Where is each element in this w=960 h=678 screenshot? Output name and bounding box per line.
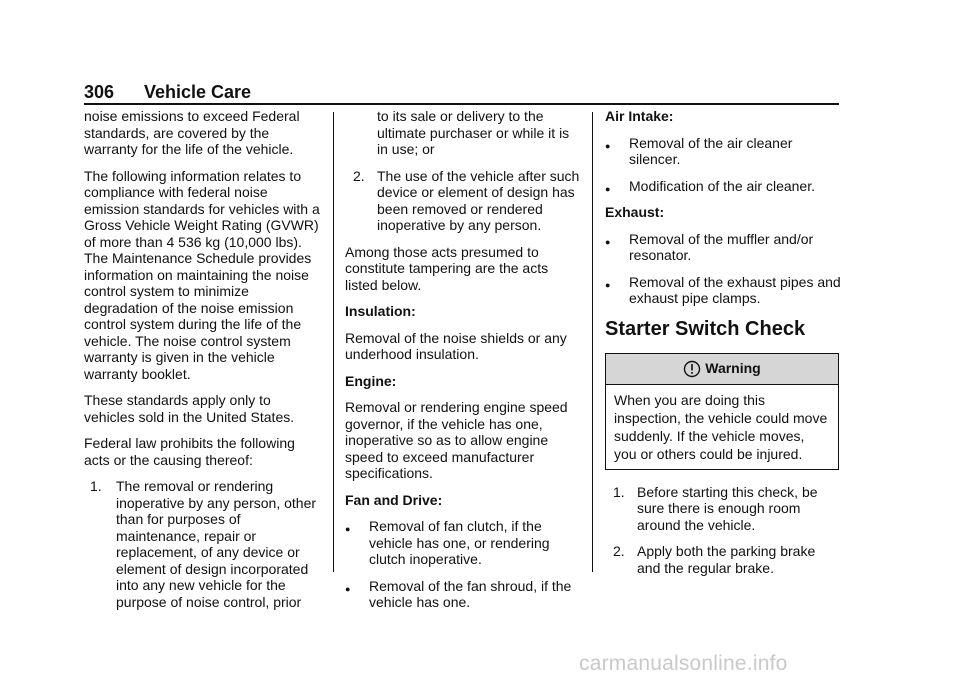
paragraph: Federal law prohibits the following acts or the causing thereof: [84, 435, 295, 468]
paragraph: Removal of the noise shields or any underhood insulation. [345, 329, 567, 362]
bullet-text: Removal of the fan shroud, if the vehicle has one. [369, 577, 572, 610]
bullet: ● [605, 279, 611, 290]
list-item [605, 543, 841, 576]
list-item [84, 478, 324, 610]
bullet-item [345, 518, 583, 568]
list-number: 2. [353, 167, 365, 184]
bullet-text: Removal of the air cleaner silencer. [629, 134, 793, 167]
paragraph: These standards apply only to vehicles sold in the United States. [84, 392, 295, 425]
list-text: Apply both the parking brake and the regular brake. [637, 543, 816, 576]
warning-text: When you are doing this inspection, the vehicle could move suddenly. If the vehicle moves, you or others could be injured. [614, 391, 828, 462]
bullet-item [345, 578, 583, 611]
list-text: The removal or rendering inoperative by any person, other than for purposes of maintenance, repair or replacement, of any device or element of design incorporated into any new vehicle for the purpose of noise control, prior [116, 478, 317, 610]
list-item [345, 168, 583, 234]
list-text: Before starting this check, be sure there is enough room around the vehicle. [637, 483, 818, 533]
column-1 [84, 108, 324, 620]
subheading: Exhaust: [605, 204, 665, 220]
bullet: ● [345, 524, 351, 534]
list-item [605, 484, 841, 534]
section-title: Vehicle Care [144, 82, 252, 102]
warning-header [606, 354, 838, 385]
subheading: Fan and Drive: [345, 491, 443, 508]
bullet: ● [605, 236, 611, 247]
column-2 [345, 108, 583, 621]
bullet-text: Modification of the air cleaner. [629, 177, 815, 194]
warning-box [605, 353, 839, 470]
list-text: to its sale or delivery to the ultimate purchaser or while it is in use; or [377, 108, 570, 157]
column-divider [333, 112, 334, 572]
paragraph: noise emissions to exceed Federal standards, are covered by the warranty for the life of the vehicle. [84, 108, 300, 157]
column-divider [592, 112, 593, 572]
paragraph: Removal or rendering engine speed governor, if the vehicle has one, inoperative so as to allow engine speed to exceed manufacturer specifications. [345, 399, 568, 481]
list-number: 1. [90, 478, 102, 494]
subheading: Air Intake: [605, 108, 674, 124]
bullet-item [605, 178, 841, 195]
page-number: 306 [84, 82, 115, 102]
column-3 [605, 108, 841, 586]
bullet: ● [605, 140, 611, 151]
section-heading: Starter Switch Check [605, 317, 806, 340]
list-text: The use of the vehicle after such device or element of design has been removed or rendered inoperative by any person. [377, 167, 580, 233]
paragraph: The following information relates to compliance with federal noise emission standards for vehicles with a Gross Vehicle Weight Rating (GVWR) of more than 4 536 kg (10,000 lbs). The Maintenance Schedule provides information on maintaining the noise control system to minimize degradation of the noise emission control system during the life of the vehicle. The noise control system warranty is given in the vehicle warranty booklet. [84, 167, 320, 382]
bullet-item [605, 274, 841, 307]
paragraph: Among those acts presumed to constitute tampering are the acts listed below. [345, 243, 549, 293]
list-number: 1. [613, 483, 625, 500]
subheading: Insulation: [345, 303, 416, 319]
warning-title: Warning [705, 360, 761, 377]
bullet: ● [345, 583, 351, 594]
watermark: carmanualsonline.info [579, 652, 788, 675]
warning-icon [683, 360, 701, 378]
list-item-continuation [345, 108, 583, 158]
bullet: ● [605, 183, 611, 194]
list-number: 2. [613, 543, 625, 559]
subheading: Engine: [345, 372, 397, 389]
bullet-text: Removal of fan clutch, if the vehicle has one, or rendering clutch inoperative. [369, 518, 550, 567]
header-rule [84, 103, 839, 105]
bullet-text: Removal of the exhaust pipes and exhaust pipe clamps. [629, 273, 841, 306]
bullet-item [605, 135, 841, 168]
bullet-text: Removal of the muffler and/or resonator. [629, 230, 814, 263]
bullet-item [605, 231, 841, 264]
